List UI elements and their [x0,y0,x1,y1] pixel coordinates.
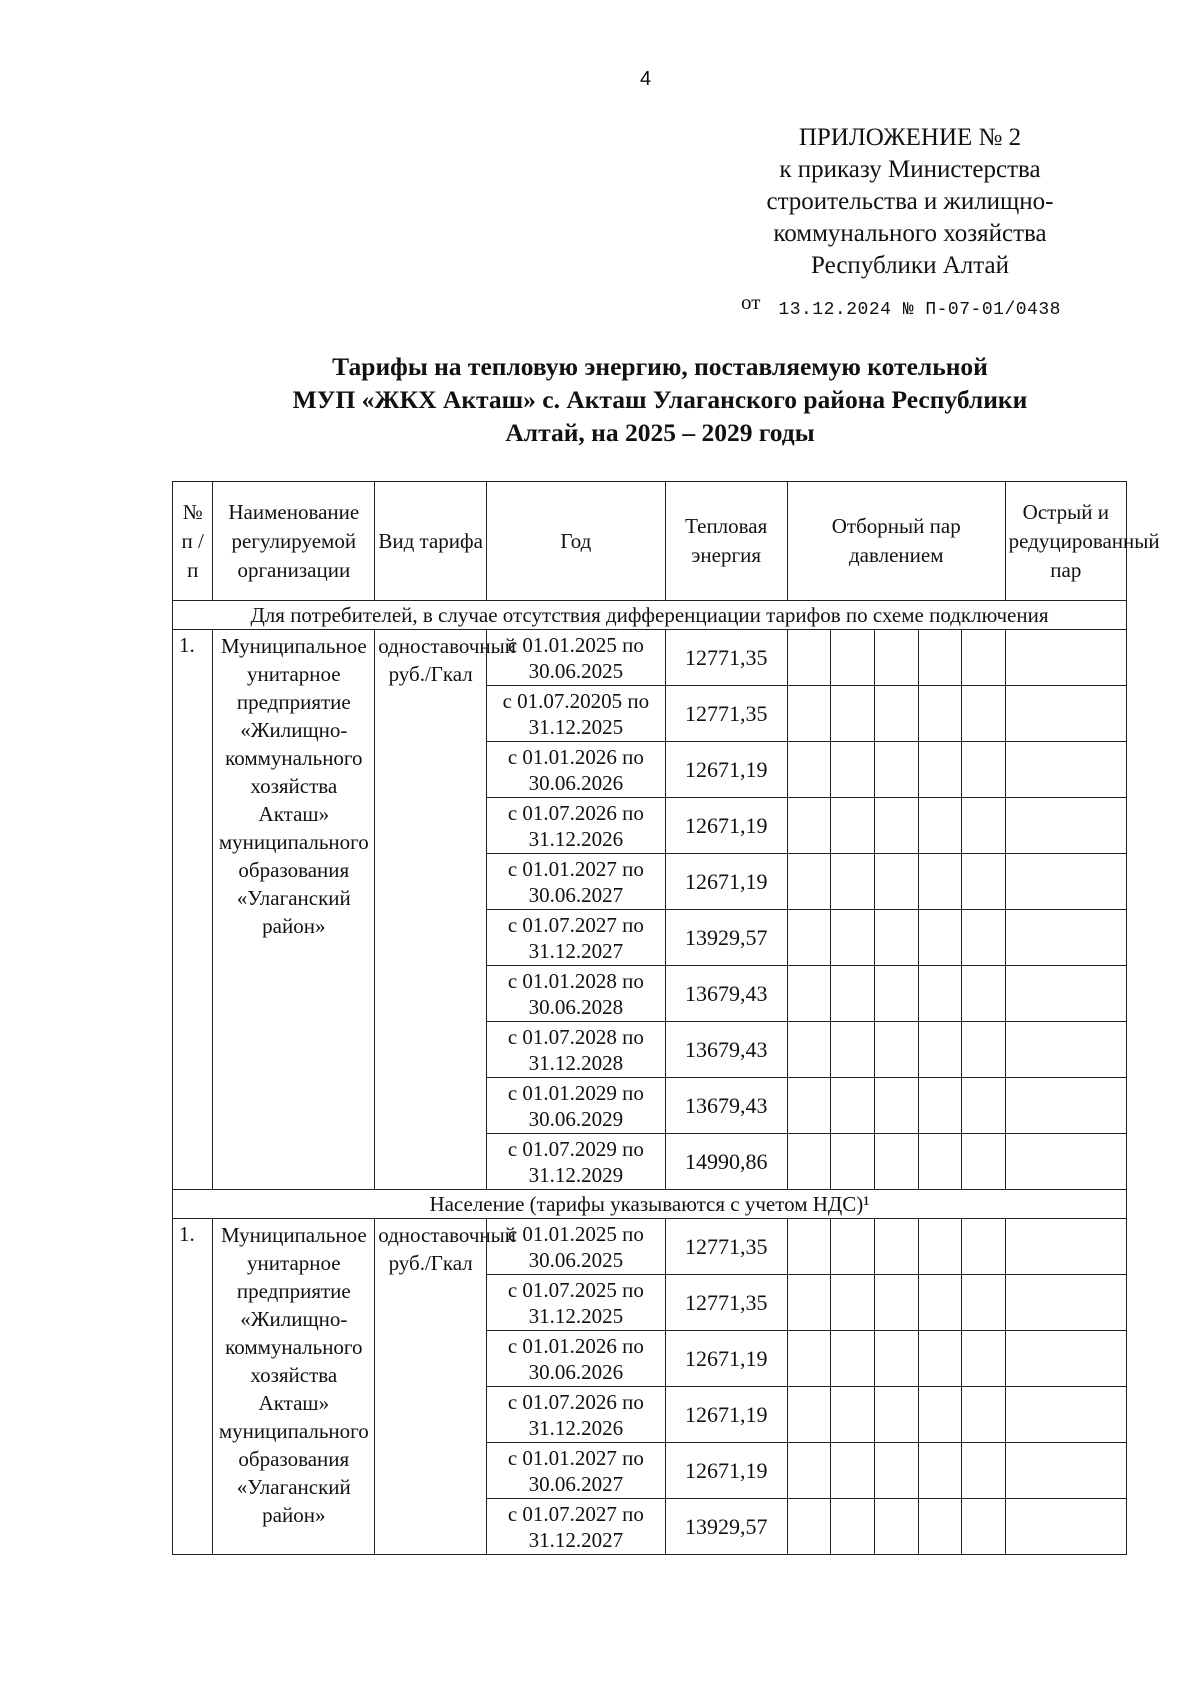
header-heat-energy: Тепловая энергия [665,482,787,601]
header-year: Год [487,482,665,601]
table-row [173,630,1127,686]
sharp-steam-cell [1005,910,1126,966]
selected-steam-cell [874,1499,918,1555]
period-cell: с 01.01.2025 по 30.06.2025 [487,1219,665,1275]
period-cell: с 01.01.2027 по 30.06.2027 [487,1443,665,1499]
selected-steam-cell [962,1387,1006,1443]
sharp-steam-cell [1005,1078,1126,1134]
sharp-steam-cell [1005,1134,1126,1190]
document-title [230,350,1090,449]
sharp-steam-cell [1005,1443,1126,1499]
heat-energy-value: 13929,57 [665,910,787,966]
selected-steam-cell [787,1022,831,1078]
selected-steam-cell [962,1443,1006,1499]
sharp-steam-cell [1005,1275,1126,1331]
appendix-line: к приказу Министерства [779,156,1041,183]
organization-name: Муниципальное унитарное предприятие «Жилищно-коммунального хозяйства Акташ» муниципального образования «Улаганский район» [213,1219,375,1555]
selected-steam-cell [918,1443,962,1499]
period-cell: с 01.01.2028 по 30.06.2028 [487,966,665,1022]
section-title: Население (тарифы указываются с учетом НДС)¹ [173,1190,1127,1219]
selected-steam-cell [831,798,875,854]
selected-steam-cell [962,910,1006,966]
sharp-steam-cell [1005,1022,1126,1078]
heat-energy-value: 14990,86 [665,1134,787,1190]
sharp-steam-cell [1005,798,1126,854]
selected-steam-cell [962,1331,1006,1387]
heat-energy-value: 13679,43 [665,1022,787,1078]
selected-steam-cell [831,1134,875,1190]
selected-steam-cell [874,1022,918,1078]
selected-steam-cell [831,854,875,910]
header-num: № п / п [173,482,213,601]
selected-steam-cell [918,854,962,910]
header-organization: Наименование регулируемой организации [213,482,375,601]
selected-steam-cell [787,966,831,1022]
title-line: МУП «ЖКХ Акташ» с. Акташ Улаганского района Республики [292,385,1028,414]
selected-steam-cell [918,1387,962,1443]
page-number: 4 [640,68,652,90]
period-cell: с 01.07.2027 по 31.12.2027 [487,910,665,966]
selected-steam-cell [918,1275,962,1331]
period-cell: с 01.07.2026 по 31.12.2026 [487,798,665,854]
heat-energy-value: 12671,19 [665,1387,787,1443]
table-header-row [173,482,1127,601]
selected-steam-cell [874,1387,918,1443]
period-cell: с 01.07.2026 по 31.12.2026 [487,1387,665,1443]
selected-steam-cell [962,630,1006,686]
selected-steam-cell [831,1331,875,1387]
selected-steam-cell [918,742,962,798]
period-cell: с 01.01.2029 по 30.06.2029 [487,1078,665,1134]
selected-steam-cell [962,1219,1006,1275]
sharp-steam-cell [1005,630,1126,686]
section-title: Для потребителей, в случае отсутствия дифференциации тарифов по схеме подключения [173,601,1127,630]
selected-steam-cell [918,1331,962,1387]
title-line: Алтай, на 2025 – 2029 годы [505,418,815,447]
selected-steam-cell [831,742,875,798]
order-stamp: 13.12.2024 № П-07-01/0438 [778,300,1061,320]
selected-steam-cell [787,1219,831,1275]
selected-steam-cell [918,1134,962,1190]
selected-steam-cell [962,966,1006,1022]
organization-name: Муниципальное унитарное предприятие «Жилищно-коммунального хозяйства Акташ» муниципального образования «Улаганский район» [213,630,375,1190]
selected-steam-cell [874,798,918,854]
selected-steam-cell [874,1219,918,1275]
heat-energy-value: 12671,19 [665,798,787,854]
selected-steam-cell [918,686,962,742]
selected-steam-cell [918,1022,962,1078]
sharp-steam-cell [1005,854,1126,910]
period-cell: с 01.07.2027 по 31.12.2027 [487,1499,665,1555]
selected-steam-cell [787,1078,831,1134]
selected-steam-cell [962,1078,1006,1134]
selected-steam-cell [962,742,1006,798]
selected-steam-cell [787,1387,831,1443]
sharp-steam-cell [1005,966,1126,1022]
selected-steam-cell [918,966,962,1022]
period-cell: с 01.07.2028 по 31.12.2028 [487,1022,665,1078]
row-number: 1. [173,1219,213,1555]
header-selected-steam: Отборный пар давлением [787,482,1005,601]
selected-steam-cell [962,1499,1006,1555]
heat-energy-value: 13679,43 [665,966,787,1022]
heat-energy-value: 13929,57 [665,1499,787,1555]
selected-steam-cell [787,1134,831,1190]
selected-steam-cell [918,910,962,966]
selected-steam-cell [831,686,875,742]
sharp-steam-cell [1005,1499,1126,1555]
header-sharp-steam: Острый и редуцированный пар [1005,482,1126,601]
tariff-table-body [173,601,1127,1555]
selected-steam-cell [874,1443,918,1499]
period-cell: с 01.07.2029 по 31.12.2029 [487,1134,665,1190]
heat-energy-value: 12671,19 [665,742,787,798]
selected-steam-cell [918,1078,962,1134]
period-cell: с 01.01.2025 по 30.06.2025 [487,630,665,686]
selected-steam-cell [831,1387,875,1443]
appendix-line: строительства и жилищно- [766,188,1054,215]
selected-steam-cell [831,1219,875,1275]
selected-steam-cell [874,854,918,910]
heat-energy-value: 12771,35 [665,1219,787,1275]
selected-steam-cell [831,966,875,1022]
selected-steam-cell [831,1499,875,1555]
selected-steam-cell [787,1499,831,1555]
selected-steam-cell [874,686,918,742]
selected-steam-cell [787,630,831,686]
selected-steam-cell [874,630,918,686]
selected-steam-cell [874,1275,918,1331]
tariff-kind: одноставочный руб./Гкал [375,1219,487,1555]
order-reference [741,290,1061,320]
selected-steam-cell [918,798,962,854]
tariff-table [172,481,1160,1555]
selected-steam-cell [918,1499,962,1555]
appendix-line: коммунального хозяйства [773,220,1047,247]
selected-steam-cell [874,910,918,966]
selected-steam-cell [831,1275,875,1331]
selected-steam-cell [962,686,1006,742]
appendix-title: ПРИЛОЖЕНИЕ № 2 [798,124,1022,151]
selected-steam-cell [831,1443,875,1499]
section-row [173,601,1127,630]
heat-energy-value: 12771,35 [665,686,787,742]
selected-steam-cell [787,1275,831,1331]
order-from-label: от [741,290,761,314]
table-row [173,1219,1127,1275]
selected-steam-cell [831,630,875,686]
sharp-steam-cell [1005,686,1126,742]
selected-steam-cell [918,1219,962,1275]
selected-steam-cell [918,630,962,686]
header-tariff-kind: Вид тарифа [375,482,487,601]
sharp-steam-cell [1005,1219,1126,1275]
selected-steam-cell [962,1275,1006,1331]
selected-steam-cell [787,742,831,798]
selected-steam-cell [874,1134,918,1190]
tariff-kind: одноставочный руб./Гкал [375,630,487,1190]
heat-energy-value: 12671,19 [665,1331,787,1387]
selected-steam-cell [962,854,1006,910]
period-cell: с 01.07.20205 по 31.12.2025 [487,686,665,742]
appendix-header [745,122,1075,282]
period-cell: с 01.01.2027 по 30.06.2027 [487,854,665,910]
selected-steam-cell [874,1078,918,1134]
section-row [173,1190,1127,1219]
sharp-steam-cell [1005,742,1126,798]
selected-steam-cell [874,742,918,798]
selected-steam-cell [787,910,831,966]
selected-steam-cell [874,966,918,1022]
selected-steam-cell [787,1331,831,1387]
row-number: 1. [173,630,213,1190]
appendix-line: Республики Алтай [811,252,1009,279]
selected-steam-cell [787,1443,831,1499]
selected-steam-cell [787,854,831,910]
period-cell: с 01.07.2025 по 31.12.2025 [487,1275,665,1331]
selected-steam-cell [787,798,831,854]
selected-steam-cell [831,1078,875,1134]
selected-steam-cell [787,686,831,742]
heat-energy-value: 12771,35 [665,1275,787,1331]
selected-steam-cell [962,1022,1006,1078]
period-cell: с 01.01.2026 по 30.06.2026 [487,1331,665,1387]
selected-steam-cell [831,1022,875,1078]
selected-steam-cell [874,1331,918,1387]
heat-energy-value: 12671,19 [665,1443,787,1499]
sharp-steam-cell [1005,1387,1126,1443]
title-line: Тарифы на тепловую энергию, поставляемую котельной [332,352,988,381]
sharp-steam-cell [1005,1331,1126,1387]
heat-energy-value: 12771,35 [665,630,787,686]
selected-steam-cell [962,798,1006,854]
heat-energy-value: 12671,19 [665,854,787,910]
selected-steam-cell [962,1134,1006,1190]
heat-energy-value: 13679,43 [665,1078,787,1134]
selected-steam-cell [831,910,875,966]
period-cell: с 01.01.2026 по 30.06.2026 [487,742,665,798]
